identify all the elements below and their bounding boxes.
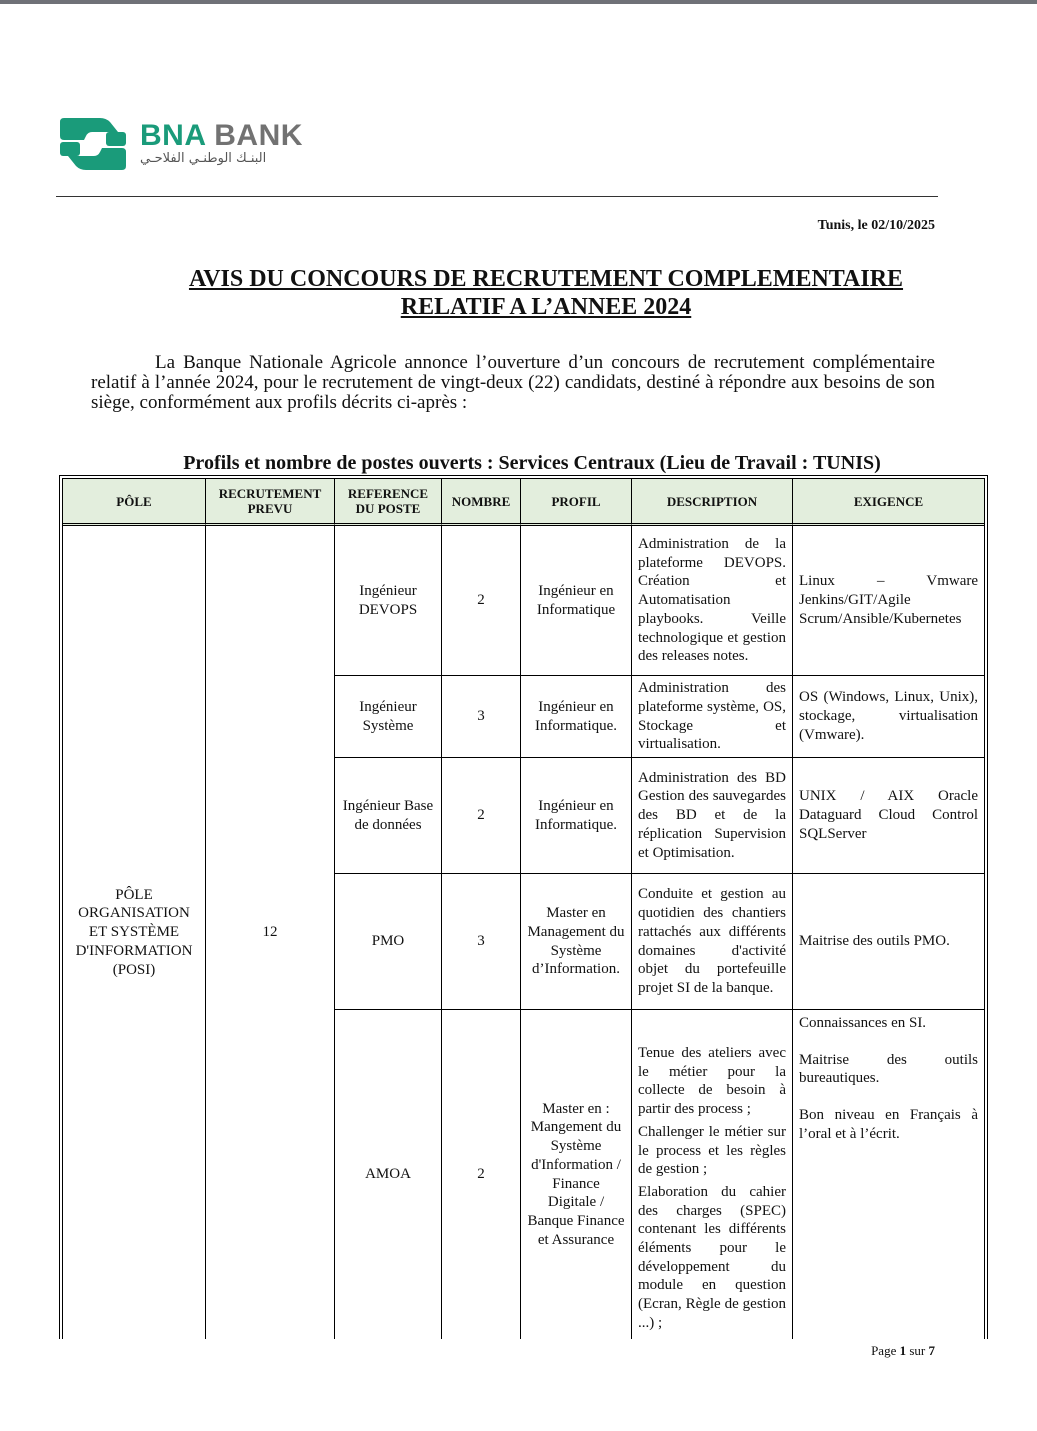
description-cell: Administration de la plateforme DEVOPS. Création et Automatisation playbooks. Veille technologique et gestion des releases notes.: [632, 526, 793, 676]
bna-logo-mark-icon: [60, 118, 126, 170]
reference-cell: PMO: [335, 874, 442, 1010]
exigence-item: Maitrise des outils bureautiques.: [799, 1051, 978, 1087]
description-cell: Administration des plateforme système, OS, Stockage et virtualisation.: [632, 676, 793, 758]
profil-cell: Ingénieur en Informatique.: [521, 758, 632, 874]
brand-name-bank: BANK: [214, 119, 303, 152]
nombre-cell: 3: [442, 874, 521, 1010]
description-cell: Administration des BD Gestion des sauvegardes des BD et de la réplication Supervision et Optimisation.: [632, 758, 793, 874]
brand-name-bna: BNA: [140, 119, 206, 152]
col-header-pole: PÔLE: [63, 479, 206, 526]
nombre-cell: 2: [442, 758, 521, 874]
nombre-cell: 3: [442, 676, 521, 758]
profil-cell: Ingénieur en Informatique: [521, 526, 632, 676]
page-separator: sur: [909, 1343, 926, 1358]
page-number: [871, 1343, 935, 1359]
brand-name-arabic: البنـك الوطنـي الفلاحـي: [140, 151, 267, 166]
page-total: 7: [928, 1343, 935, 1358]
nombre-cell: 2: [442, 1010, 521, 1339]
header-divider: [56, 196, 938, 197]
col-header-nombre: NOMBRE: [442, 479, 521, 526]
exigence-cell: Maitrise des outils PMO.: [793, 874, 984, 1010]
description-cell: [632, 1010, 793, 1339]
col-header-recrutement: RECRUTEMENT PREVU: [206, 479, 335, 526]
exigence-cell: Linux – Vmware Jenkins/GIT/Agile Scrum/Ansible/Kubernetes: [793, 526, 984, 676]
profiles-table: [59, 475, 988, 1339]
bna-bank-logo: [60, 118, 330, 174]
exigence-cell: OS (Windows, Linux, Unix), stockage, virtualisation (Vmware).: [793, 676, 984, 758]
exigence-cell: [793, 1010, 984, 1339]
brand-name: [140, 118, 303, 154]
intro-paragraph: La Banque Nationale Agricole annonce l’ouverture d’un concours de recrutement complémentaire relatif à l’année 2024, pour le recrutement de vingt-deux (22) candidats, destiné à répondre aux besoins de son siège, conformément aux profils décrits ci-après :: [91, 352, 935, 413]
table-caption: Profils et nombre de postes ouverts : Services Centraux (Lieu de Travail : TUNIS): [183, 452, 881, 474]
page-prefix: Page: [871, 1343, 897, 1358]
table-header-row: [63, 479, 984, 526]
table-row: [63, 526, 984, 676]
col-header-description: DESCRIPTION: [632, 479, 793, 526]
description-cell: Conduite et gestion au quotidien des chantiers rattachés aux différents domaines d'activité objet du portefeuille projet SI de la banque.: [632, 874, 793, 1010]
document-date: Tunis, le 02/10/2025: [817, 218, 935, 233]
title-line-1: AVIS DU CONCOURS DE RECRUTEMENT COMPLEMENTAIRE: [188, 266, 904, 292]
description-item: Elaboration du cahier des charges (SPEC) contenant les différents éléments pour le développement du module en question (Ecran, Règle de gestion ...) ;: [638, 1183, 786, 1331]
reference-cell: Ingénieur Base de données: [335, 758, 442, 874]
col-header-reference: REFERENCE DU POSTE: [335, 479, 442, 526]
exigence-cell: UNIX / AIX Oracle Dataguard Cloud Control SQLServer: [793, 758, 984, 874]
exigence-item: Bon niveau en Français à l’oral et à l’écrit.: [799, 1107, 978, 1142]
exigence-item: Connaissances en SI.: [799, 1015, 927, 1031]
pole-cell: PÔLE ORGANISATION ET SYSTÈME D'INFORMATION (POSI): [63, 526, 206, 1339]
description-item: Challenger le métier sur le process et les règles de gestion ;: [638, 1123, 786, 1178]
recrutement-prevu-cell: 12: [206, 526, 335, 1339]
document-title: [90, 265, 1002, 321]
page-current: 1: [899, 1343, 907, 1358]
title-line-2: RELATIF A L’ANNEE 2024: [400, 294, 692, 320]
profiles-table-wrapper: [59, 475, 988, 1339]
reference-cell: AMOA: [335, 1010, 442, 1339]
description-item: Tenue des ateliers avec le métier pour la collecte de besoin à partir des process ;: [638, 1045, 786, 1118]
col-header-exigence: EXIGENCE: [793, 479, 984, 526]
col-header-profil: PROFIL: [521, 479, 632, 526]
nombre-cell: 2: [442, 526, 521, 676]
window-top-bar: [0, 0, 1037, 4]
profil-cell: Ingénieur en Informatique.: [521, 676, 632, 758]
profil-cell: Master en Management du Système d’Information.: [521, 874, 632, 1010]
profil-cell: Master en : Mangement du Système d'Information / Finance Digitale / Banque Finance et Assurance: [521, 1010, 632, 1339]
reference-cell: Ingénieur DEVOPS: [335, 526, 442, 676]
reference-cell: Ingénieur Système: [335, 676, 442, 758]
